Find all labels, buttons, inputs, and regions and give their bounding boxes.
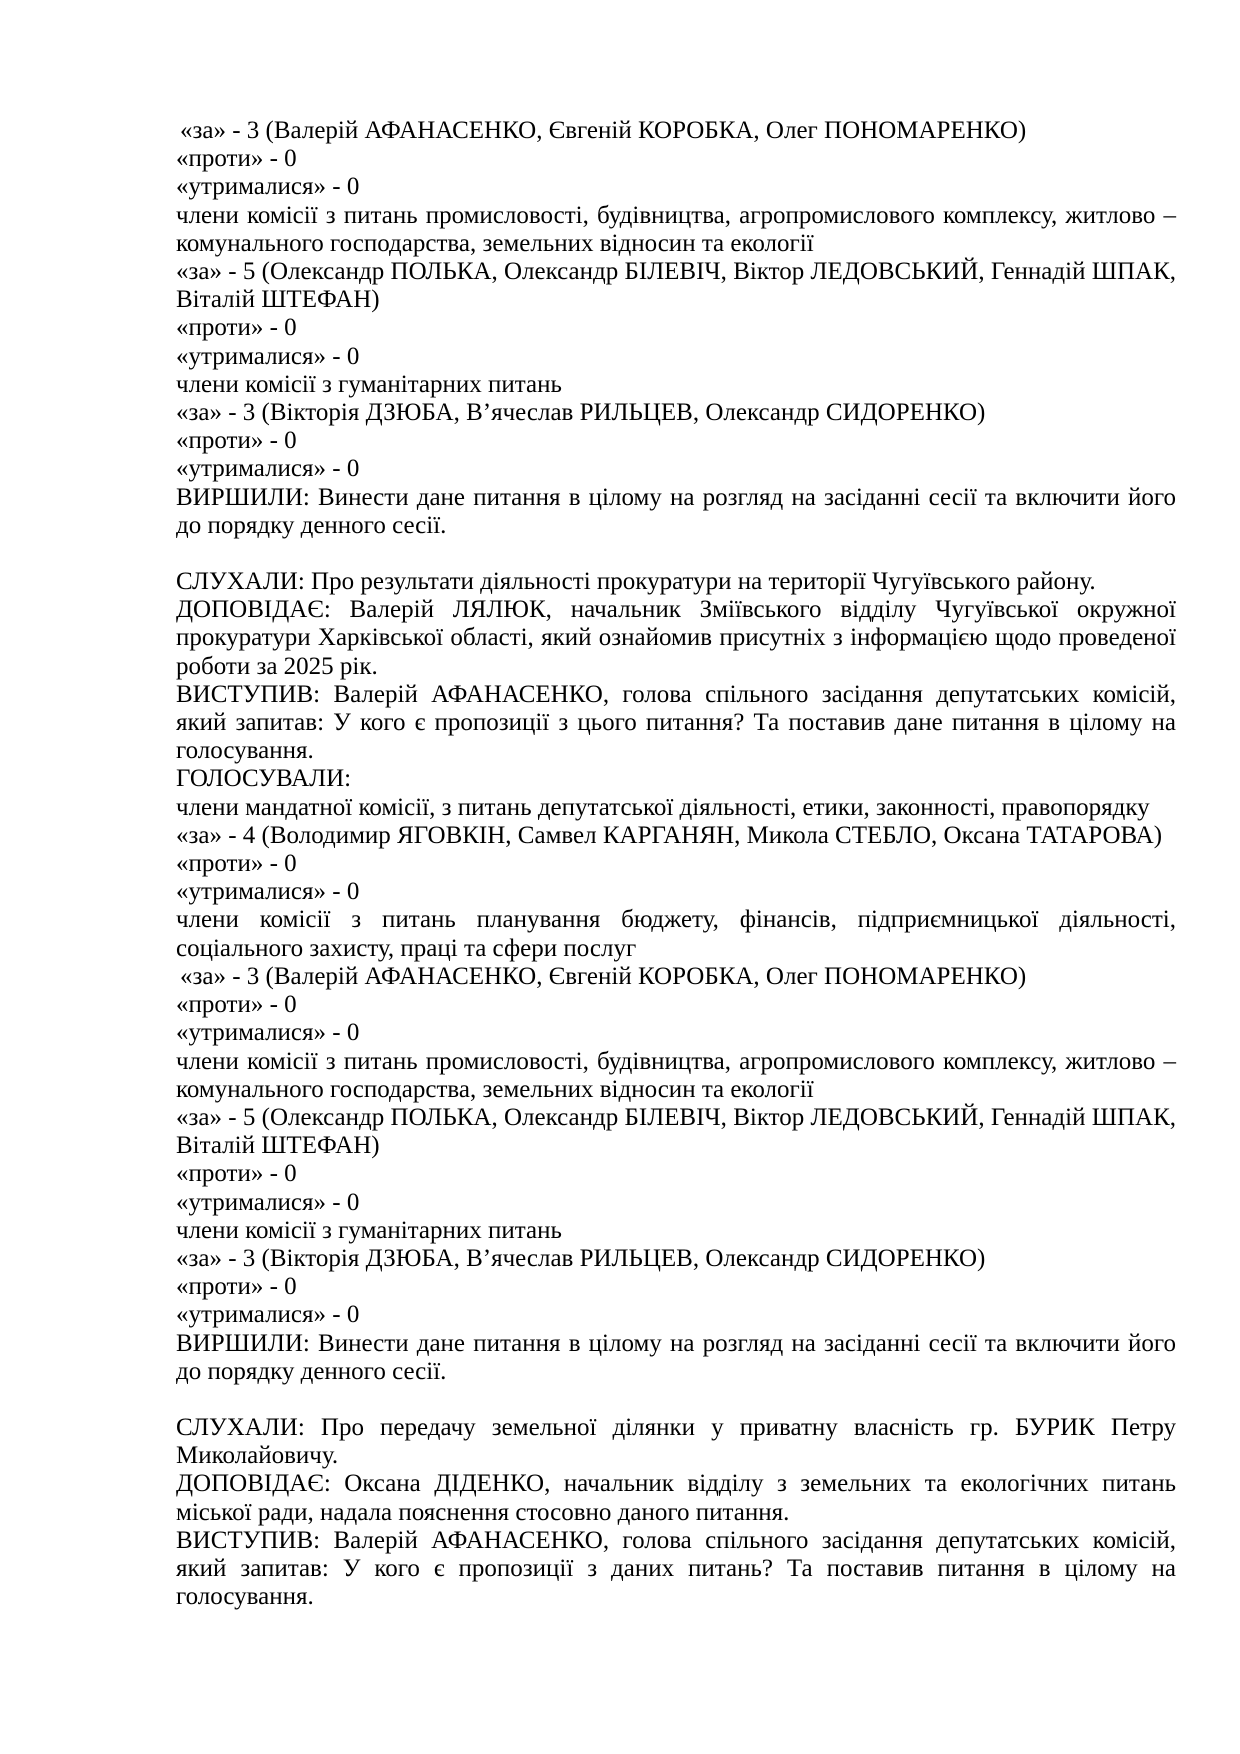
commission-budget-heading: члени комісії з питань планування бюджету, фінансів, підприємницької діяльності, соціального захисту, праці та сфери послуг <box>176 906 1176 962</box>
vote-for-line: «за» - 3 (Валерій АФАНАСЕНКО, Євгеній КОРОБКА, Олег ПОНОМАРЕНКО) <box>180 117 1027 144</box>
vote-against-line: «проти» - 0 <box>176 1160 297 1188</box>
vote-abstain-line: «утрималися» - 0 <box>176 455 360 483</box>
vote-for-line: «за» - 3 (Валерій АФАНАСЕНКО, Євгеній КОРОБКА, Олег ПОНОМАРЕНКО) <box>180 962 1027 990</box>
commission-industry-heading: члени комісії з питань промисловості, будівництва, агропромислового комплексу, житлово – комунального господарства, земельних відносин та екології <box>176 1047 1176 1103</box>
vote-against-line: «проти» - 0 <box>176 314 297 342</box>
vote-against-line: «проти» - 0 <box>176 145 297 173</box>
vote-against-line: «проти» - 0 <box>176 991 297 1019</box>
vote-for-line: «за» - 5 (Олександр ПОЛЬКА, Олександр БІЛЕВІЧ, Віктор ЛЕДОВСЬКИЙ, Геннадій ШПАК, Віталій ШТЕФАН) <box>176 258 1176 314</box>
reporter-paragraph: ДОПОВІДАЄ: Валерій ЛЯЛЮК, начальник Зміївського відділу Чугуївської окружної прокуратури Харківської області, який ознайомив присутніх з інформацією щодо проведеної роботи за 2025 рік. <box>176 596 1176 680</box>
vote-abstain-line: «утрималися» - 0 <box>176 1188 360 1216</box>
vote-abstain-line: «утрималися» - 0 <box>176 878 360 906</box>
vote-for-line: «за» - 4 (Володимир ЯГОВКІН, Самвел КАРГАНЯН, Микола СТЕБЛО, Оксана ТАТАРОВА) <box>176 821 1163 849</box>
voted-heading: ГОЛОСУВАЛИ: <box>176 765 352 793</box>
paragraph-gap <box>176 1386 1176 1414</box>
speaker-paragraph: ВИСТУПИВ: Валерій АФАНАСЕНКО, голова спільного засідання депутатських комісій, який запитав: У кого є пропозиції з цього питання? Та поставив дане питання в цілому на голосування. <box>176 680 1176 765</box>
decision-paragraph: ВИРШИЛИ: Винести дане питання в цілому на розгляд на засіданні сесії та включити його до порядку денного сесії. <box>176 483 1176 539</box>
speaker-paragraph: ВИСТУПИВ: Валерій АФАНАСЕНКО, голова спільного засідання депутатських комісій, який запитав: У кого є пропозиції з даних питань? Та поставив питання в цілому на голосування. <box>176 1526 1176 1611</box>
vote-for-line: «за» - 5 (Олександр ПОЛЬКА, Олександр БІЛЕВІЧ, Віктор ЛЕДОВСЬКИЙ, Геннадій ШПАК, Віталій ШТЕФАН) <box>176 1103 1176 1160</box>
reporter-paragraph: ДОПОВІДАЄ: Оксана ДІДЕНКО, начальник відділу з земельних та екологічних питань міської ради, надала пояснення стосовно даного питання. <box>176 1470 1176 1526</box>
commission-humanitarian-heading: члени комісії з гуманітарних питань <box>176 370 562 398</box>
vote-for-line: «за» - 3 (Вікторія ДЗЮБА, В’ячеслав РИЛЬЦЕВ, Олександр СИДОРЕНКО) <box>176 1244 986 1272</box>
vote-against-line: «проти» - 0 <box>176 1273 297 1301</box>
heard-paragraph: СЛУХАЛИ: Про передачу земельної ділянки у приватну власність гр. БУРИК Петру Миколайовичу. <box>176 1413 1176 1470</box>
commission-mandate-heading: члени мандатної комісії, з питань депутатської діяльності, етики, законності, правопорядку <box>176 793 1150 821</box>
vote-abstain-line: «утрималися» - 0 <box>176 173 360 201</box>
paragraph-gap <box>176 540 1176 568</box>
heard-paragraph: СЛУХАЛИ: Про результати діяльності прокуратури на території Чугуївського району. <box>176 568 1096 596</box>
vote-abstain-line: «утрималися» - 0 <box>176 342 360 370</box>
vote-abstain-line: «утрималися» - 0 <box>176 1019 360 1047</box>
decision-paragraph: ВИРШИЛИ: Винести дане питання в цілому на розгляд на засіданні сесії та включити його до порядку денного сесії. <box>176 1329 1176 1385</box>
commission-industry-heading: члени комісії з питань промисловості, будівництва, агропромислового комплексу, житлово – комунального господарства, земельних відносин та екології <box>176 201 1176 257</box>
commission-humanitarian-heading: члени комісії з гуманітарних питань <box>176 1216 562 1244</box>
vote-against-line: «проти» - 0 <box>176 850 297 878</box>
vote-against-line: «проти» - 0 <box>176 427 297 455</box>
vote-for-line: «за» - 3 (Вікторія ДЗЮБА, В’ячеслав РИЛЬЦЕВ, Олександр СИДОРЕНКО) <box>176 399 986 427</box>
vote-abstain-line: «утрималися» - 0 <box>176 1301 360 1329</box>
